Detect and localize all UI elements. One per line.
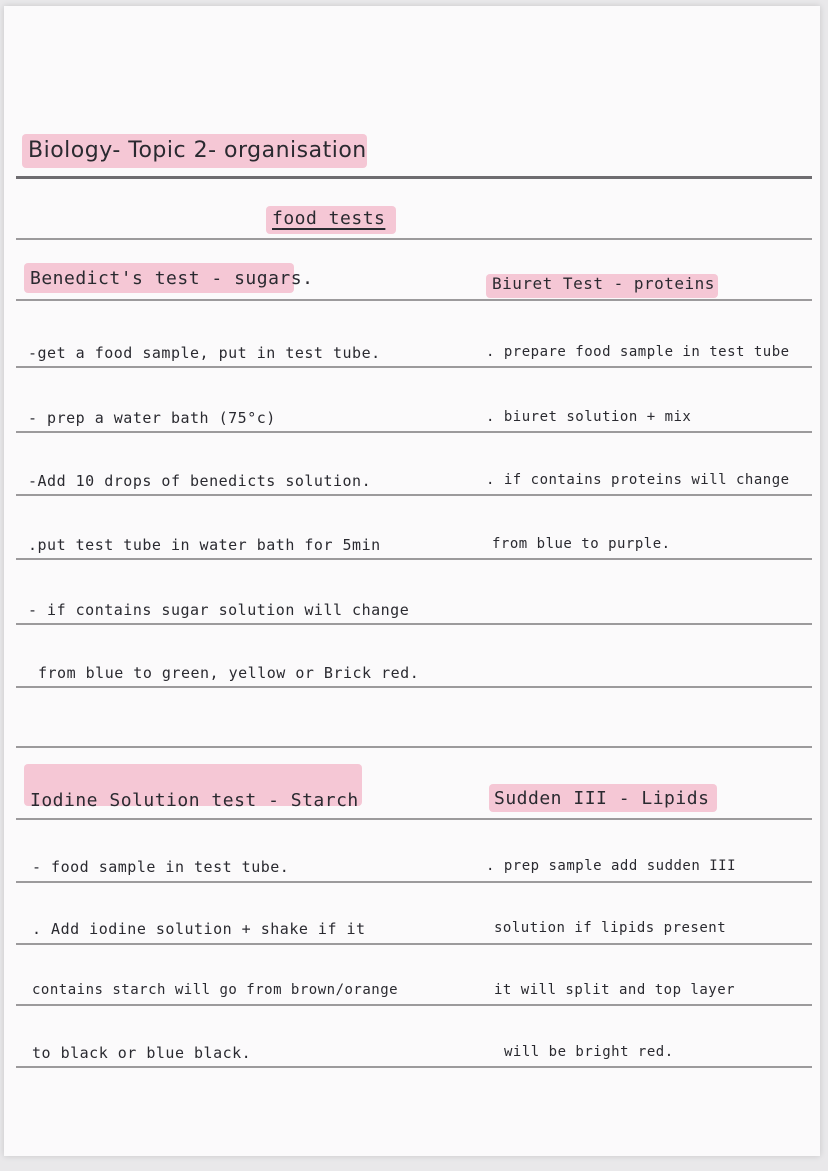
biuret-line-2: . biuret solution + mix [486,409,692,425]
benedicts-line-3: -Add 10 drops of benedicts solution. [28,472,372,490]
rule-line [16,299,812,301]
rule-line [16,176,812,179]
rule-line [16,431,812,433]
rule-line [16,686,812,688]
biuret-line-3: . if contains proteins will change [486,472,790,488]
iodine-heading: Iodine Solution test - Starch [30,790,359,811]
page-subtitle: food tests [272,208,386,229]
sudan-line-1: . prep sample add sudden III [486,858,737,874]
rule-line [16,238,812,240]
rule-line [16,1066,812,1068]
biuret-line-1: . prepare food sample in test tube [486,344,790,360]
rule-line [16,943,812,945]
iodine-line-2: . Add iodine solution + shake if it [32,920,366,938]
sudan-line-3: it will split and top layer [494,982,736,998]
rule-line [16,558,812,560]
benedicts-line-4: .put test tube in water bath for 5min [28,536,381,554]
iodine-line-1: - food sample in test tube. [32,858,290,876]
sudan-heading: Sudden III - Lipids [494,788,710,809]
rule-line [16,1004,812,1006]
benedicts-line-2: - prep a water bath (75°c) [28,409,276,427]
rule-line [16,881,812,883]
sudan-line-4: will be bright red. [504,1044,674,1060]
sudan-line-2: solution if lipids present [494,920,727,936]
biuret-heading: Biuret Test - proteins [492,274,715,293]
biuret-line-4: from blue to purple. [492,536,671,552]
iodine-line-3: contains starch will go from brown/orange [32,982,399,998]
page-title: Biology- Topic 2- organisation [28,138,367,163]
rule-line [16,623,812,625]
benedicts-line-6: from blue to green, yellow or Brick red. [38,664,420,682]
iodine-line-4: to black or blue black. [32,1044,252,1062]
rule-line [16,818,812,820]
benedicts-line-5: - if contains sugar solution will change [28,601,410,619]
rule-line [16,366,812,368]
notebook-page [4,6,820,1156]
benedicts-line-1: -get a food sample, put in test tube. [28,344,381,362]
benedicts-heading: Benedict's test - sugars. [30,268,314,289]
rule-line [16,494,812,496]
rule-line [16,746,812,748]
